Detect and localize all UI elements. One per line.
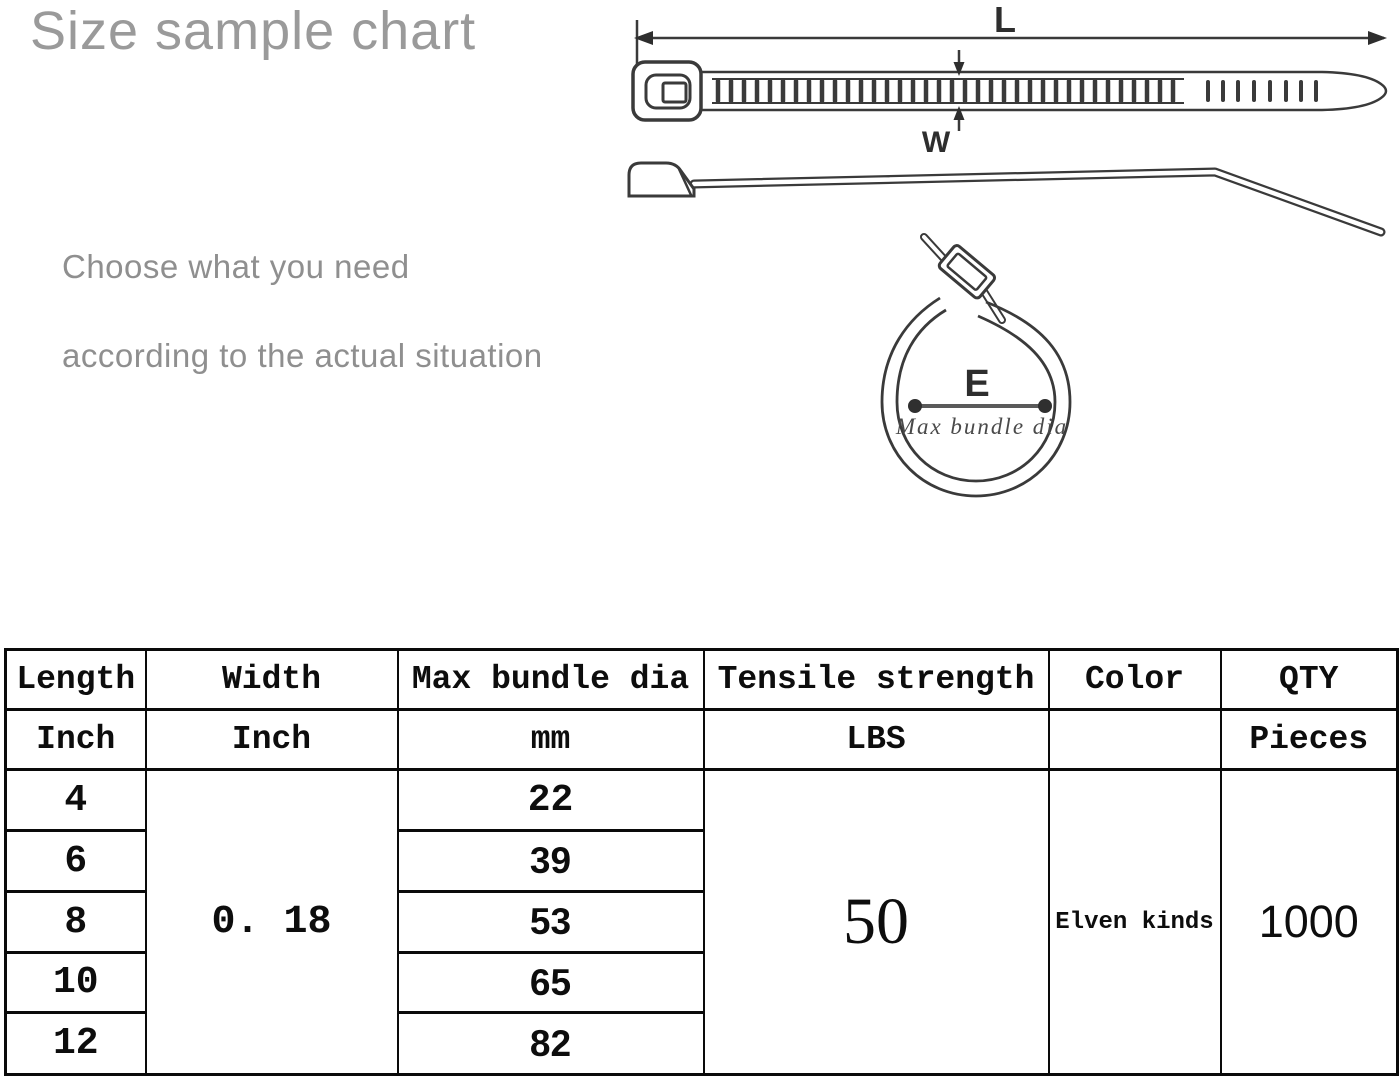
cell-length: 4 — [6, 770, 146, 831]
cell-max-bundle: 39 — [398, 831, 704, 892]
arrowhead-right-icon — [1368, 31, 1387, 45]
cell-length: 8 — [6, 892, 146, 953]
cell-color-merged: Elven kinds — [1049, 770, 1221, 1075]
cell-length: 12 — [6, 1013, 146, 1075]
bundle-dimension — [895, 363, 1068, 439]
table-header-row — [6, 650, 1398, 710]
unit-qty: Pieces — [1221, 710, 1398, 770]
col-header-length: Length — [6, 650, 146, 710]
col-header-qty: QTY — [1221, 650, 1398, 710]
cell-max-bundle: 22 — [398, 770, 704, 831]
bundle-dimension-label: E — [964, 363, 990, 405]
size-table — [4, 648, 1399, 1076]
unit-max-bundle: mm — [398, 710, 704, 770]
unit-length: Inch — [6, 710, 146, 770]
col-header-tensile: Tensile strength — [704, 650, 1049, 710]
table-units-row — [6, 710, 1398, 770]
cable-tie-diagram — [0, 0, 1399, 540]
cell-max-bundle: 65 — [398, 953, 704, 1013]
col-header-max-bundle: Max bundle dia — [398, 650, 704, 710]
cell-width-merged: 0. 18 — [146, 770, 398, 1075]
table-row — [6, 770, 1398, 831]
col-header-color: Color — [1049, 650, 1221, 710]
width-dimension-label: W — [921, 126, 951, 159]
length-dimension — [634, 0, 1387, 66]
cell-qty-merged: 1000 — [1221, 770, 1398, 1075]
unit-color — [1049, 710, 1221, 770]
col-header-width: Width — [146, 650, 398, 710]
top-view-drawing — [633, 62, 1386, 120]
length-dimension-label: L — [994, 0, 1016, 40]
note-line-2: according to the actual situation — [62, 337, 543, 374]
cell-length: 6 — [6, 831, 146, 892]
dimension-dot-left-icon — [908, 399, 922, 413]
cell-max-bundle: 53 — [398, 892, 704, 953]
cell-length: 10 — [6, 953, 146, 1013]
side-strap-core — [694, 172, 1381, 232]
unit-width: Inch — [146, 710, 398, 770]
unit-tensile: LBS — [704, 710, 1049, 770]
bundle-dimension-caption: Max bundle dia — [895, 414, 1069, 439]
page-title: Size sample chart — [30, 1, 477, 61]
cell-tensile-merged: 50 — [704, 770, 1049, 1075]
dimension-dot-right-icon — [1038, 399, 1052, 413]
note-line-1: Choose what you need — [62, 248, 410, 285]
tie-head-pawl — [663, 83, 686, 102]
side-view-drawing — [629, 163, 1381, 232]
cell-max-bundle: 82 — [398, 1013, 704, 1075]
